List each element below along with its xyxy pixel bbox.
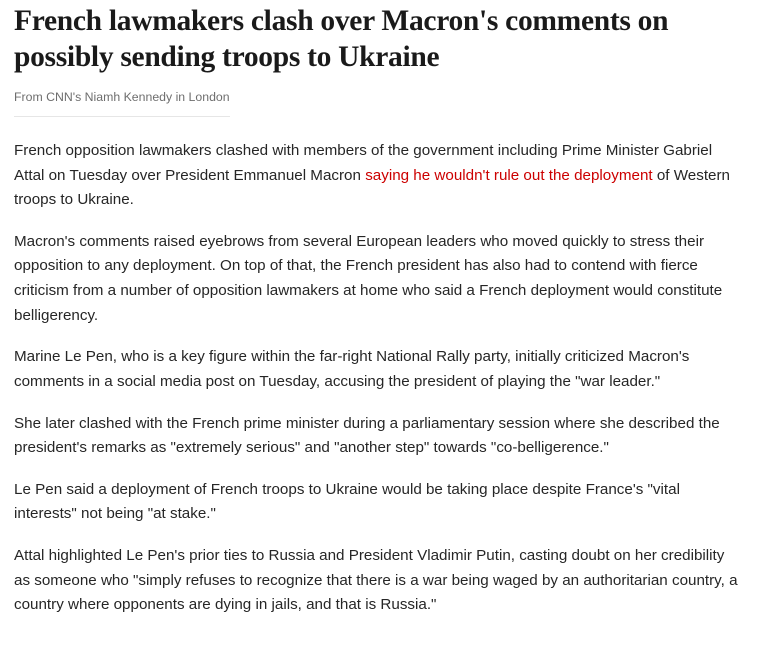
paragraph-text: French opposition lawmakers clashed with members of the government including Prime Minister Gabriel Attal on Tuesday over President Emmanuel Macron [14, 141, 713, 184]
article-byline: From CNN's Niamh Kennedy in London [14, 90, 230, 117]
article-paragraph [14, 345, 744, 394]
paragraph-text: of Western troops to Ukraine. [14, 166, 731, 209]
paragraph-text: Le Pen said a deployment of French troops to Ukraine would be taking place despite France's "vital interests" not being "at stake." [14, 480, 680, 523]
paragraph-text: Macron's comments raised eyebrows from several European leaders who moved quickly to stress their opposition to any deployment. On top of that, the French president has also had to contend with fierce criticism from a number of opposition lawmakers at home who said a French deployment would constitute belligerency. [14, 232, 723, 324]
paragraph-text: She later clashed with the French prime minister during a parliamentary session where she described the president's remarks as "extremely serious" and "another step" towards "co-belligerence." [14, 414, 720, 457]
article-paragraph [14, 412, 744, 461]
article-paragraph [14, 230, 744, 329]
article-paragraph [14, 544, 744, 618]
paragraph-text: Attal highlighted Le Pen's prior ties to Russia and President Vladimir Putin, casting doubt on her credibility as someone who "simply refuses to recognize that there is a war being waged by an authoritarian country, a country where opponents are dying in jails, and that is Russia." [14, 547, 738, 614]
article-paragraph [14, 478, 744, 527]
article-body [14, 139, 744, 618]
paragraph-text: Marine Le Pen, who is a key figure within the far-right National Rally party, initially criticized Macron's comments in a social media post on Tuesday, accusing the president of playing the "war leader." [14, 348, 690, 390]
byline-row [14, 88, 744, 123]
article-paragraph [14, 139, 744, 213]
page-title: French lawmakers clash over Macron's comments on possibly sending troops to Ukraine [14, 5, 669, 73]
inline-article-link[interactable]: saying he wouldn't rule out the deployment [365, 166, 653, 184]
